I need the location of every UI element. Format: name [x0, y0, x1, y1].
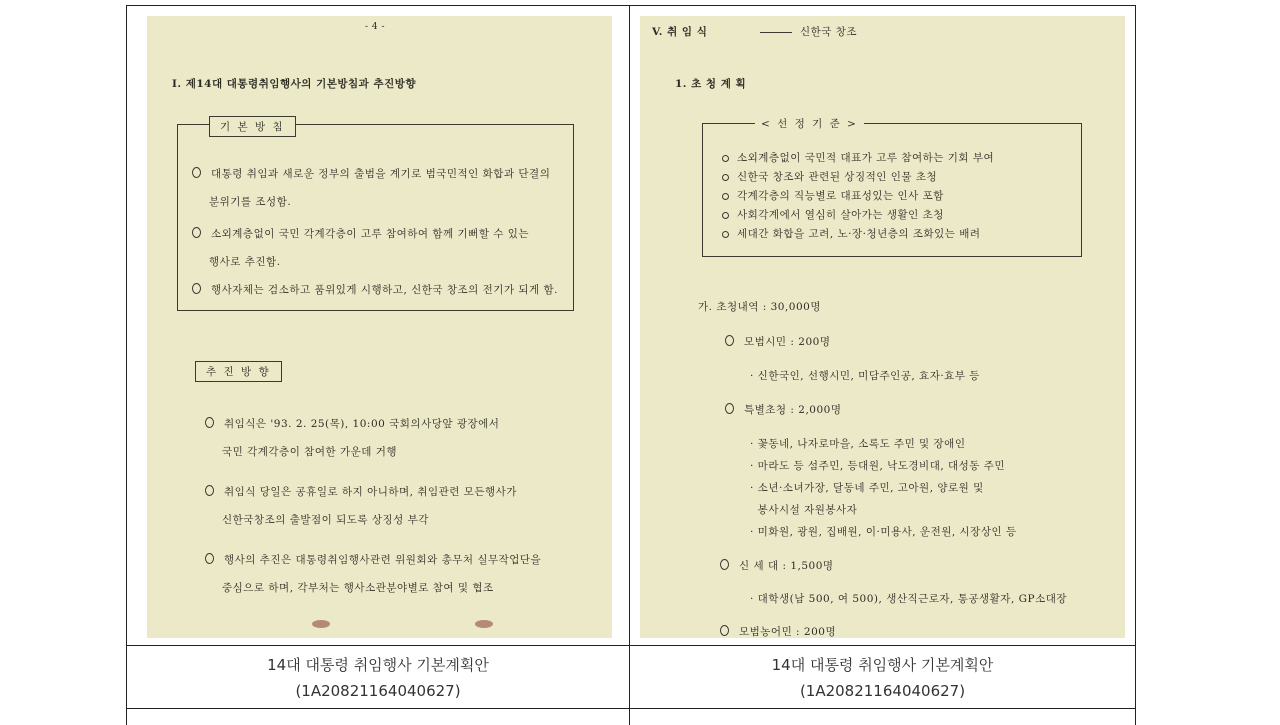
em-dash	[760, 32, 792, 33]
criteria-item-4: 사회각계에서 열심히 살아가는 생활인 초청	[722, 207, 944, 222]
direction-item-3-cont: 중심으로 하며, 각부처는 행사소관분야별로 참여 및 협조	[222, 582, 494, 594]
direction-item-2-cont: 신한국창조의 출발점이 되도록 상징성 부각	[222, 514, 429, 526]
left-caption	[127, 646, 629, 712]
section-title: V. 취 임 식	[652, 26, 708, 38]
policy-item-2: 소외계층없이 국민 각계각층이 고루 참여하여 함께 기뻐할 수 있는	[192, 226, 529, 241]
category-detail: 봉사시설 자원봉사자	[750, 504, 858, 516]
right-image-cell	[630, 5, 1135, 645]
criteria-item-2: 신한국 창조와 관련된 상징적인 인물 초청	[722, 169, 937, 184]
criteria-item-3: 각계각층의 직능별로 대표성있는 인사 포함	[722, 188, 944, 203]
circle-bullet-icon	[722, 212, 729, 219]
circle-bullet-icon	[205, 417, 214, 428]
circle-bullet-icon	[722, 174, 729, 181]
direction-item-2: 취임식 당일은 공휴일로 하지 아니하며, 취임관련 모든행사가	[205, 484, 517, 499]
category-detail: · 꽃동네, 나자로마을, 소록도 주민 및 장애인	[750, 438, 966, 450]
category-detail: · 마라도 등 섬주민, 등대원, 낙도경비대, 대성동 주민	[750, 460, 1006, 472]
circle-bullet-icon	[720, 559, 729, 570]
left-scanned-page[interactable]	[147, 16, 612, 638]
criteria-item-1: 소외계층없이 국민적 대표가 고루 참여하는 기회 부여	[722, 150, 994, 165]
policy-item-2-cont: 행사로 추진함.	[209, 256, 281, 268]
caption-id: (1A20821164040627)	[295, 682, 461, 700]
section-heading: I. 제14대 대통령취임행사의 기본방침과 추진방향	[172, 78, 417, 90]
caption-title: 14대 대통령 취임행사 기본계획안	[771, 656, 994, 674]
category-model-farmers: 모범농어민 : 200명	[720, 624, 836, 638]
policy-item-3: 행사자체는 검소하고 품위있게 시행하고, 신한국 창조의 전기가 되게 함.	[192, 282, 558, 297]
circle-bullet-icon	[192, 283, 201, 294]
category-special-invite: 특별초청 : 2,000명	[725, 402, 842, 417]
right-caption	[630, 646, 1135, 712]
circle-bullet-icon	[725, 335, 734, 346]
direction-item-3: 행사의 추진은 대통령취임행사관련 위원회와 총무처 실무작업단을	[205, 552, 541, 567]
direction-tag: 추 진 방 향	[195, 361, 282, 382]
circle-bullet-icon	[722, 155, 729, 162]
circle-bullet-icon	[725, 403, 734, 414]
criteria-tag: < 선 정 기 준 >	[755, 114, 864, 133]
direction-item-1: 취임식은 '93. 2. 25(목), 10:00 국회의사당앞 광장에서	[205, 416, 499, 431]
circle-bullet-icon	[205, 485, 214, 496]
page-number: - 4 -	[365, 22, 386, 32]
section-subtitle: 신한국 창조	[800, 26, 858, 38]
circle-bullet-icon	[192, 227, 201, 238]
circle-bullet-icon	[720, 625, 729, 636]
criteria-item-5: 세대간 화합을 고려, 노·장·청년층의 조화있는 배려	[722, 226, 981, 241]
direction-item-1-cont: 국민 각계각층이 참여한 가운데 거행	[222, 446, 397, 458]
right-scanned-page[interactable]	[640, 16, 1125, 638]
caption-title: 14대 대통령 취임행사 기본계획안	[267, 656, 489, 674]
table-border-right	[1135, 5, 1136, 725]
invitation-plan-heading: 1. 초 청 계 획	[675, 78, 747, 90]
left-image-cell	[127, 5, 629, 645]
category-new-generation: 신 세 대 : 1,500명	[720, 558, 834, 573]
caption-id: (1A20821164040627)	[799, 682, 966, 700]
category-detail: · 신한국인, 선행시민, 미담주인공, 효자·효부 등	[750, 370, 980, 382]
category-detail: · 미화원, 광원, 집배원, 이·미용사, 운전원, 시장상인 등	[750, 526, 1017, 538]
circle-bullet-icon	[205, 553, 214, 564]
policy-item-1-cont: 분위기를 조성함.	[209, 196, 292, 208]
basic-policy-tag: 기 본 방 침	[209, 116, 296, 137]
category-detail: · 대학생(남 500, 여 500), 생산직근로자, 통공생활자, GP소대장	[750, 593, 1067, 605]
binder-hole-icon	[312, 620, 330, 628]
policy-item-1: 대통령 취임과 새로운 정부의 출범을 계기로 범국민적인 화합과 단결의	[192, 166, 550, 181]
category-model-citizens: 모범시민 : 200명	[725, 334, 830, 349]
category-detail: · 소년·소녀가장, 달동네 주민, 고아원, 양로원 및	[750, 482, 984, 494]
circle-bullet-icon	[192, 167, 201, 178]
circle-bullet-icon	[722, 231, 729, 238]
invitation-total: 가. 초청내역 : 30,000명	[698, 301, 821, 313]
circle-bullet-icon	[722, 193, 729, 200]
binder-hole-icon	[475, 620, 493, 628]
document-table	[126, 5, 1136, 725]
